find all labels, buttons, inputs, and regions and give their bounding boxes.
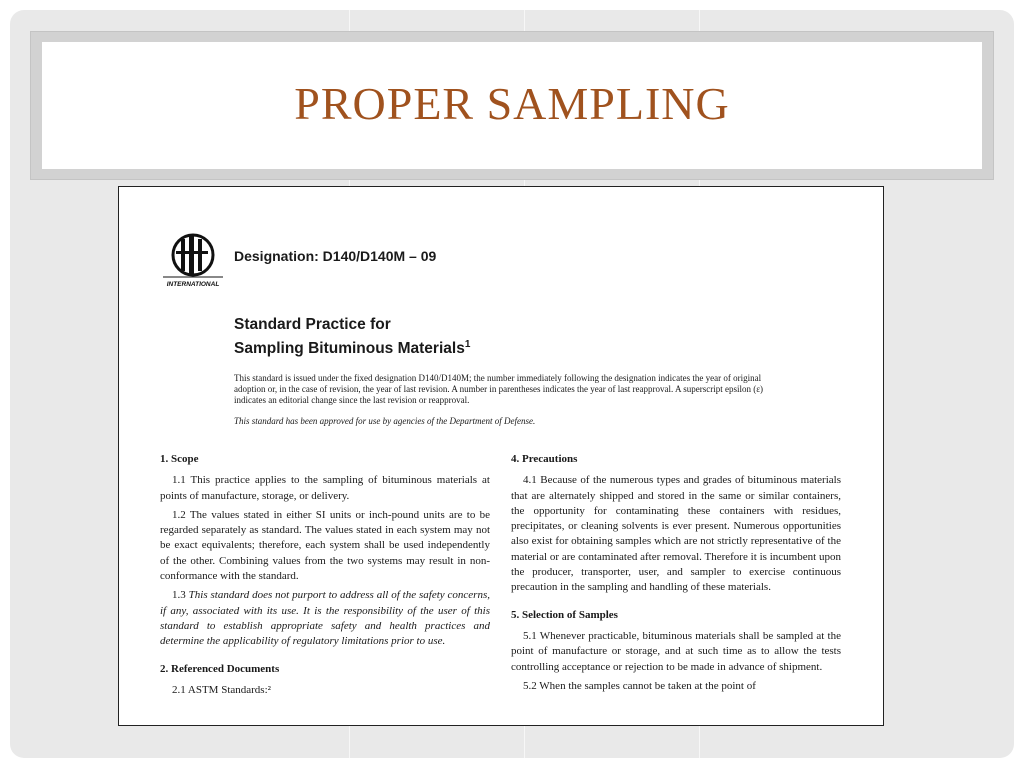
document-title [234,315,470,359]
title-footnote: 1 [464,339,471,350]
paragraph: 1.3 This standard does not purport to address all of the safety concerns, if any, associated with its use. It is the responsibility of the user of this standard to establish appropriate safety and health practices and determine the applicability of regulatory limitations prior to use. [160,589,490,648]
paragraph: 5.2 When the samples cannot be taken at the point of [523,679,756,692]
paragraph: 1.2 The values stated in either SI units or inch-pound units are to be regarded separately as standard. The values stated in each system may not be exact equivalents; therefore, each system shall be used independently of the other. Combining values from the two systems may result in non-conformance with the standard. [160,508,490,583]
astm-logo [161,231,225,294]
right-column [511,452,841,698]
section-heading: 2. Referenced Documents [160,662,280,675]
approved-note: This standard has been approved for use by agencies of the Department of Defense. [234,416,536,426]
paragraph: 4.1 Because of the numerous types and grades of bituminous materials that are alternately shipped and stored in the same or similar containers, the opportunity for contaminating these containers with residues, precipitates, or cleaning solvents is ever present. Numerous opportunities also exist for obtaining samples which are not strictly representative of the material or are contaminated after removal. Therefore it is incumbent upon the producer, transporter, user, and sampler to exercise continuous precaution in the sampling and handling of these materials. [511,474,841,594]
paragraph: 1.1 This practice applies to the sampling of bituminous materials at points of manufacture, storage, or delivery. [160,474,490,502]
title-frame [30,31,994,180]
document-page-image [118,186,884,726]
section-heading: 5. Selection of Samples [511,608,618,621]
section-heading: 1. Scope [160,453,199,465]
paragraph: 2.1 ASTM Standards:² [172,683,271,696]
issue-note: This standard is issued under the fixed designation D140/D140M; the number immediately following the designation indicates the year of original adoption or, in the case of revision, the year of last revision. A number in parentheses indicates the year of last reapproval. A superscript epsilon (ε) indicates an editorial change since the last revision or reapproval. [234,373,764,405]
astm-logo-icon [161,231,225,289]
designation: Designation: D140/D140M – 09 [234,248,437,264]
left-column [160,452,490,702]
title-box [42,42,982,169]
slide-title: PROPER SAMPLING [294,78,730,129]
document-title-line1: Standard Practice for [234,316,391,333]
section-heading: 4. Precautions [511,453,578,465]
paragraph: 5.1 Whenever practicable, bituminous materials shall be sampled at the point of manufacture or storage, and at such time as to allow the tests controlling acceptance or rejection to be made in advance of shipment. [511,629,841,673]
logo-text: INTERNATIONAL [166,281,220,288]
document-title-line2: Sampling Bituminous Materials$^1$ [234,339,471,358]
